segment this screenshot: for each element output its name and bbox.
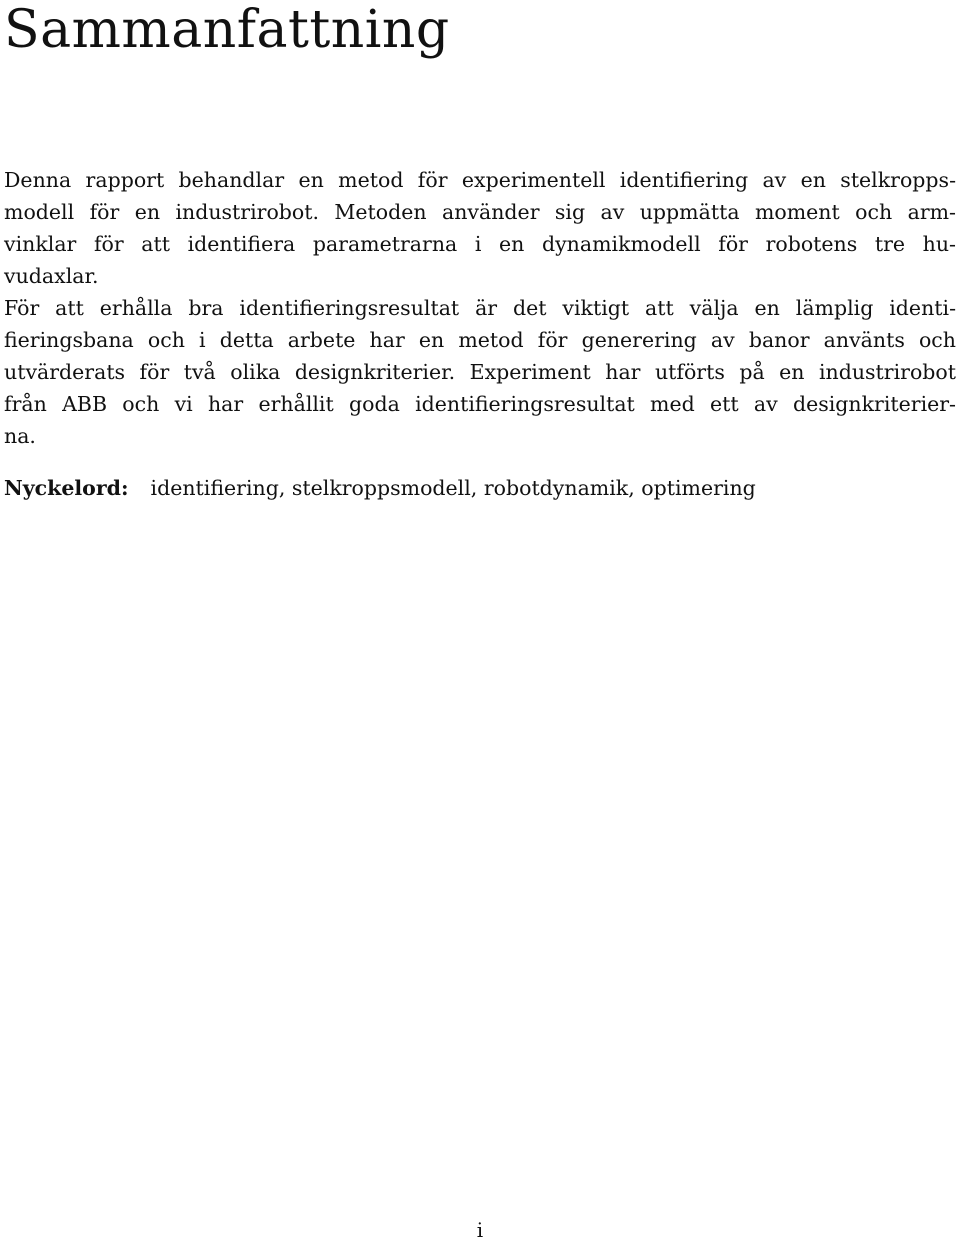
keywords-label: Nyckelord: — [4, 476, 129, 500]
keywords — [4, 472, 756, 504]
abstract-line: För att erhålla bra identifieringsresultat är det viktigt att välja en lämplig identi- — [4, 296, 956, 320]
abstract-line: utvärderats för två olika designkriterier. Experiment har utförts på en industrirobot — [4, 360, 956, 384]
abstract-line: na. — [4, 424, 36, 448]
abstract-line: vudaxlar. — [4, 264, 99, 288]
abstract-line: fieringsbana och i detta arbete har en metod för generering av banor använts och — [4, 328, 956, 352]
page-title: Sammanfattning — [4, 0, 450, 60]
keywords-value: identifiering, stelkroppsmodell, robotdynamik, optimering — [150, 476, 756, 500]
abstract-line: från ABB och vi har erhållit goda identifieringsresultat med ett av designkriterier- — [4, 392, 956, 416]
abstract-line: Denna rapport behandlar en metod för experimentell identifiering av en stelkropps- — [4, 168, 956, 192]
abstract-line: modell för en industrirobot. Metoden använder sig av uppmätta moment och arm- — [4, 200, 956, 224]
page-number: i — [476, 1218, 484, 1242]
abstract-line: vinklar för att identifiera parametrarna i en dynamikmodell för robotens tre hu- — [4, 232, 956, 256]
